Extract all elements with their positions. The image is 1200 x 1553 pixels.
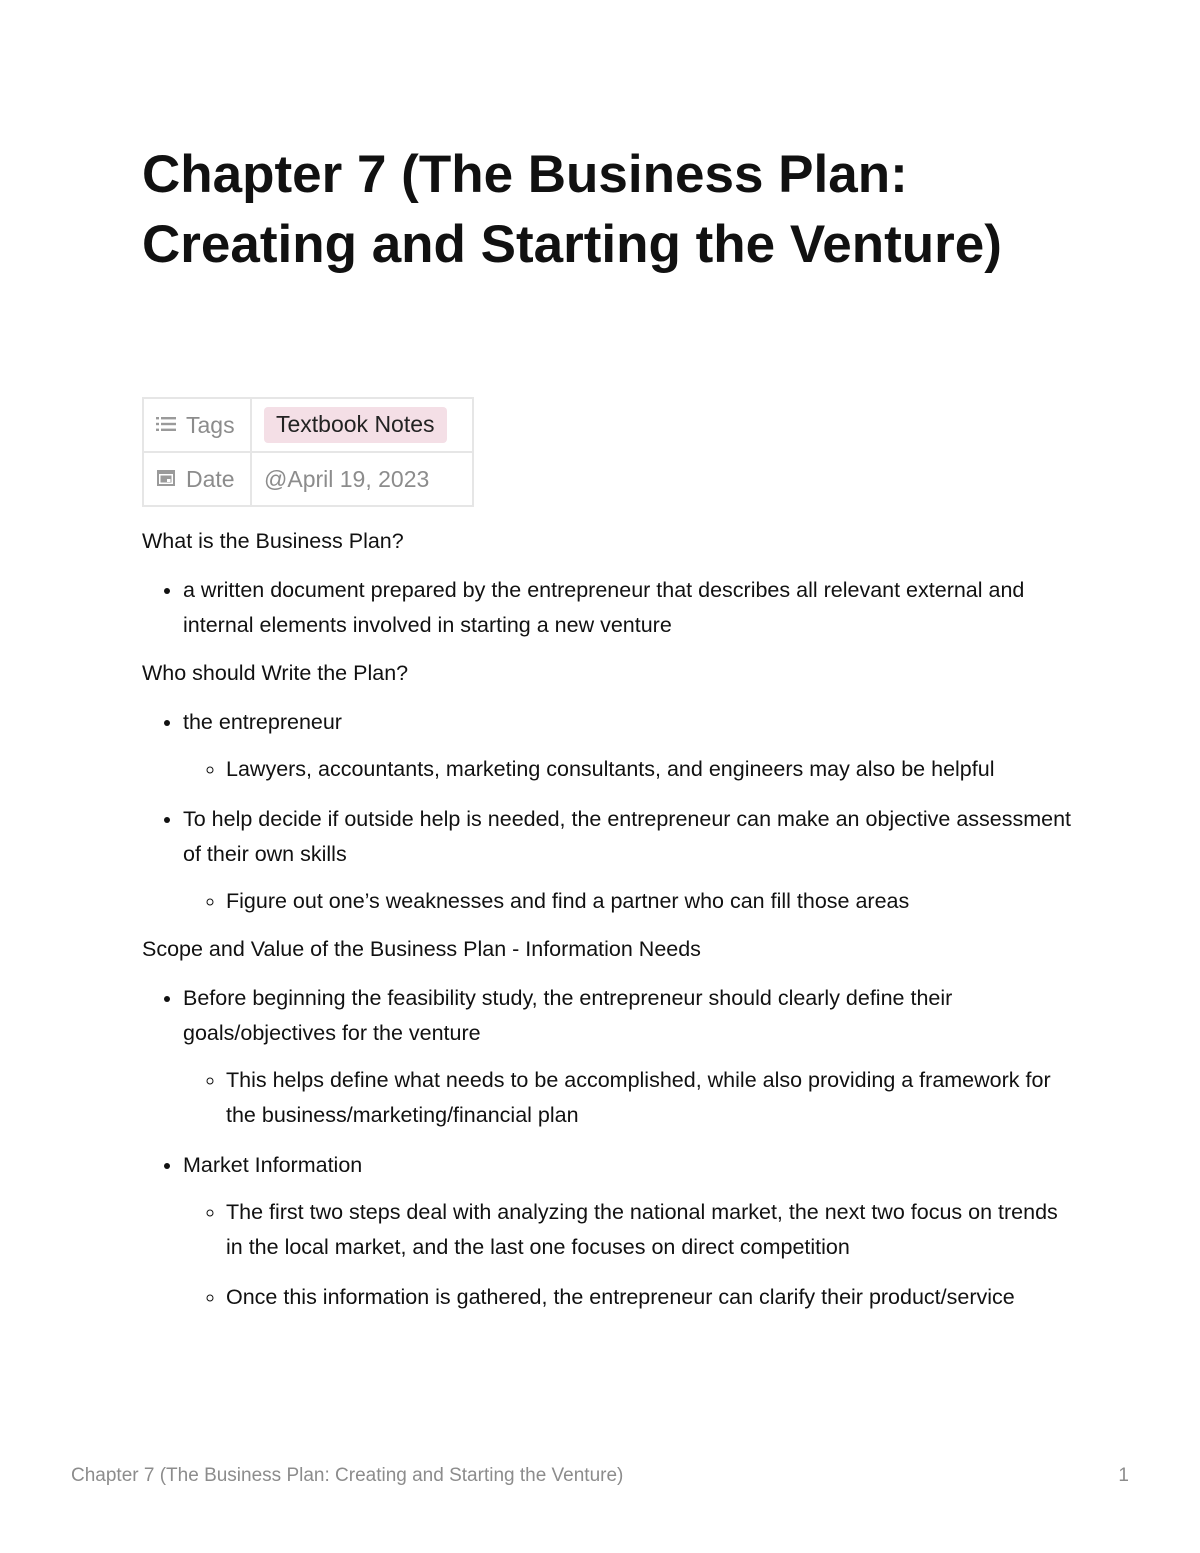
sub-list-item-text: Lawyers, accountants, marketing consultants, and engineers may also be helpful [226, 757, 995, 781]
section-heading: What is the Business Plan? [142, 529, 404, 553]
properties-table [142, 397, 474, 507]
list-item [183, 802, 1072, 919]
sub-bullet-list [183, 1195, 1072, 1315]
list-item [183, 1148, 1072, 1315]
page-number: 1 [1118, 1465, 1129, 1486]
bullet-list [142, 981, 1072, 1315]
property-label-date: Date [186, 465, 235, 492]
list-item-text: the entrepreneur [183, 710, 342, 734]
list-item [183, 573, 1072, 643]
sub-list-item-text: This helps define what needs to be accomplished, while also providing a framework for the business/marketing/financial plan [226, 1068, 1051, 1127]
property-value-date [251, 452, 473, 506]
list-item [183, 705, 1072, 787]
sub-list-item [226, 1195, 1072, 1265]
list-item [183, 981, 1072, 1133]
sub-bullet-list [183, 752, 1072, 787]
section-heading: Scope and Value of the Business Plan - Information Needs [142, 937, 701, 961]
page-content [142, 524, 1072, 1328]
tag-chip[interactable]: Textbook Notes [264, 407, 447, 443]
property-label-tags: Tags [186, 411, 235, 438]
sub-bullet-list [183, 1063, 1072, 1133]
sub-list-item [226, 1063, 1072, 1133]
section-heading: Who should Write the Plan? [142, 661, 409, 685]
property-value-tags [251, 398, 473, 452]
list-item-text: To help decide if outside help is needed, the entrepreneur can make an objective assessment of their own skills [183, 807, 1072, 866]
sub-list-item-text: Figure out one’s weaknesses and find a partner who can fill those areas [226, 889, 910, 913]
property-key-tags [143, 398, 251, 452]
sub-list-item-text: Once this information is gathered, the entrepreneur can clarify their product/service [226, 1285, 1015, 1309]
date-value[interactable]: @April 19, 2023 [264, 465, 430, 492]
property-row-tags [143, 398, 473, 452]
list-item-text: a written document prepared by the entrepreneur that describes all relevant external and internal elements involved in starting a new venture [183, 578, 1025, 637]
page-title: Chapter 7 (The Business Plan: Creating and Starting the Venture) [142, 145, 1002, 274]
list-item-text: Market Information [183, 1153, 363, 1177]
sub-list-item [226, 884, 1072, 919]
sub-bullet-list [183, 884, 1072, 919]
sub-list-item [226, 1280, 1072, 1315]
bullet-list [142, 573, 1072, 643]
sub-list-item [226, 752, 1072, 787]
sub-list-item-text: The first two steps deal with analyzing the national market, the next two focus on trends in the local market, and the last one focuses on direct competition [226, 1200, 1058, 1259]
bullet-list [142, 705, 1072, 919]
calendar-icon [156, 469, 176, 487]
list-item-text: Before beginning the feasibility study, the entrepreneur should clearly define their goals/objectives for the venture [183, 986, 953, 1045]
list-icon [156, 415, 176, 433]
property-key-date [143, 452, 251, 506]
property-row-date [143, 452, 473, 506]
footer-title: Chapter 7 (The Business Plan: Creating and Starting the Venture) [71, 1465, 624, 1486]
